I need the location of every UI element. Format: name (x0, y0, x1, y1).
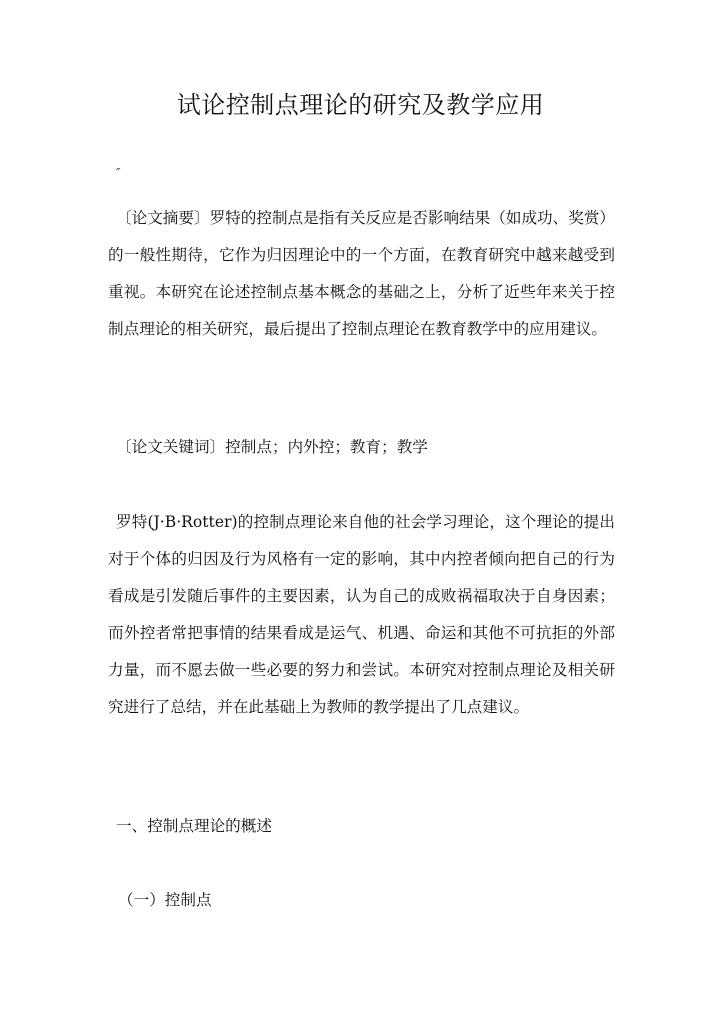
document-title: 试论控制点理论的研究及教学应用 (176, 91, 545, 119)
intro-paragraph: 罗特(J·B·Rotter)的控制点理论来自他的社会学习理论，这个理论的提出对于个体的归因及行为风格有一定的影响，其中内控者倾向把自己的行为看成是引发随后事件的主要因素，认为自己的成败祸福取决于自身因素；而外控者常把事情的结果看成是运气、机遇、命运和其他不可抗拒的外部力量，而不愿去做一些必要的努力和尝试。本研究对控制点理论及相关研究进行了总结，并在此基础上为教师的教学提出了几点建议。 (108, 513, 615, 716)
keywords-paragraph: 〔论文关键词〕控制点；内外控；教育；教学 (116, 438, 428, 456)
subsection-heading: （一）控制点 (118, 891, 212, 909)
section-heading: 一、控制点理论的概述 (116, 817, 272, 835)
abstract-paragraph: 〔论文摘要〕罗特的控制点是指有关反应是否影响结果（如成功、奖赏）的一般性期待，它作为归因理论中的一个方面，在教育研究中越来越受到重视。本研究在论述控制点基本概念的基础之上，分析了近些年来关于控制点理论的相关研究，最后提出了控制点理论在教育教学中的应用建议。 (108, 209, 616, 338)
quote-mark: ″ (116, 166, 121, 180)
